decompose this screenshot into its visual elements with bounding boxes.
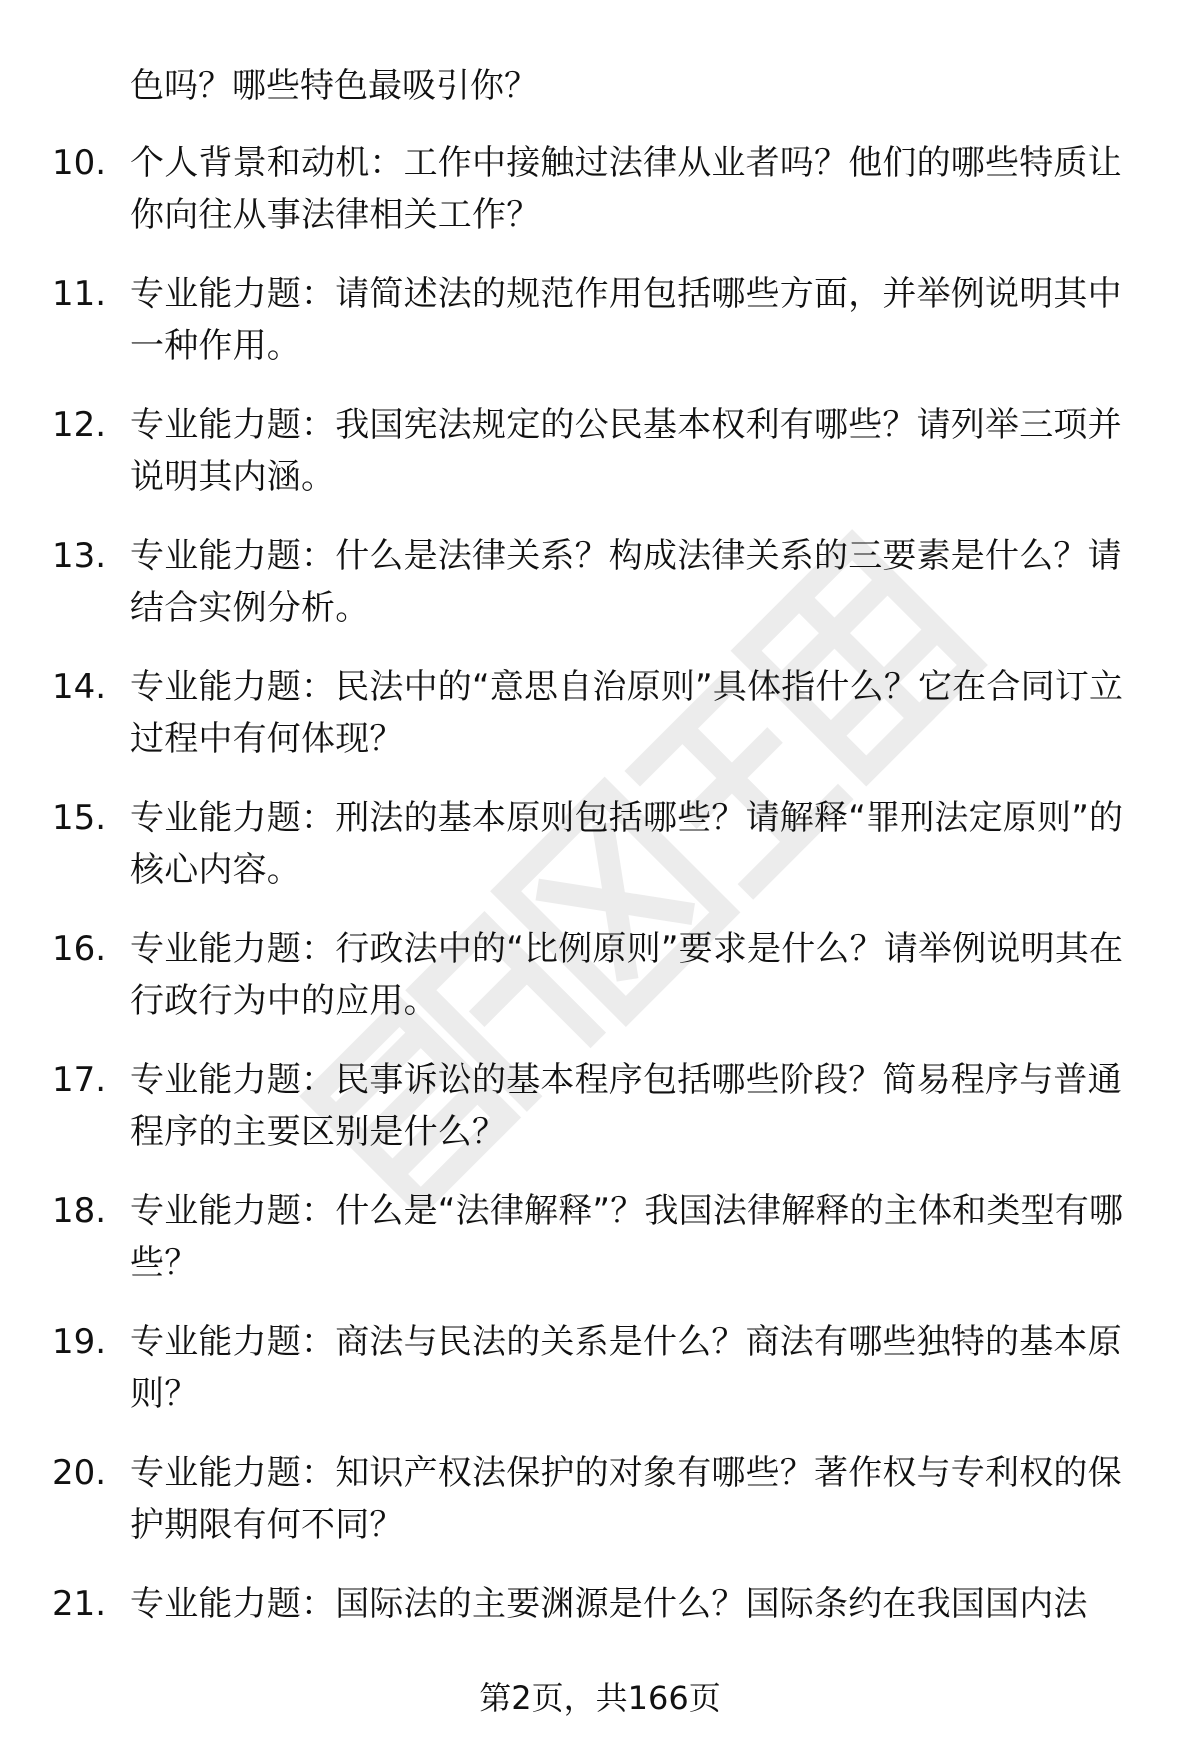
question-text: 专业能力题：请简述法的规范作用包括哪些方面，并举例说明其中一种作用。 <box>130 274 1122 366</box>
list-item <box>0 530 1200 661</box>
question-number: 17. <box>52 1060 107 1100</box>
question-number: 18. <box>52 1191 107 1231</box>
question-number: 10. <box>52 143 107 183</box>
question-text: 专业能力题：行政法中的“比例原则”要求是什么？请举例说明其在行政行为中的应用。 <box>130 929 1124 1021</box>
question-text: 个人背景和动机：工作中接触过法律从业者吗？他们的哪些特质让你向往从事法律相关工作？ <box>130 143 1122 235</box>
question-number: 16. <box>52 929 107 969</box>
continued-question-text: 色吗？哪些特色最吸引你？ <box>130 66 538 106</box>
list-item <box>0 661 1200 792</box>
list-item <box>0 923 1200 1054</box>
list-item <box>0 137 1200 268</box>
list-item <box>0 268 1200 399</box>
list-item <box>0 1185 1200 1316</box>
question-text: 专业能力题：民法中的“意思自治原则”具体指什么？它在合同订立过程中有何体现？ <box>130 667 1124 759</box>
list-item <box>0 399 1200 530</box>
question-number: 13. <box>52 536 107 576</box>
page-footer: 第2页，共166页 <box>479 1679 721 1717</box>
list-item <box>0 1316 1200 1447</box>
question-number: 20. <box>52 1453 107 1493</box>
question-text: 专业能力题：我国宪法规定的公民基本权利有哪些？请列举三项并说明其内涵。 <box>130 405 1122 497</box>
question-number: 15. <box>52 798 107 838</box>
question-text: 专业能力题：国际法的主要渊源是什么？国际条约在我国国内法 <box>130 1584 1088 1624</box>
question-number: 19. <box>52 1322 107 1362</box>
question-number: 11. <box>52 274 107 314</box>
question-number: 12. <box>52 405 107 445</box>
list-item <box>0 1054 1200 1185</box>
question-number: 14. <box>52 667 107 707</box>
question-text: 专业能力题：商法与民法的关系是什么？商法有哪些独特的基本原则？ <box>130 1322 1122 1414</box>
question-text: 专业能力题：什么是法律关系？构成法律关系的三要素是什么？请结合实例分析。 <box>130 536 1122 628</box>
question-text: 专业能力题：民事诉讼的基本程序包括哪些阶段？简易程序与普通程序的主要区别是什么？ <box>130 1060 1122 1152</box>
list-item <box>0 1447 1200 1578</box>
question-text: 专业能力题：什么是“法律解释”？我国法律解释的主体和类型有哪些？ <box>130 1191 1124 1283</box>
list-item <box>0 792 1200 923</box>
question-list <box>0 137 1200 1709</box>
question-text: 专业能力题：刑法的基本原则包括哪些？请解释“罪刑法定原则”的核心内容。 <box>130 798 1124 890</box>
question-number: 21. <box>52 1584 107 1624</box>
question-text: 专业能力题：知识产权法保护的对象有哪些？著作权与专利权的保护期限有何不同？ <box>130 1453 1122 1545</box>
